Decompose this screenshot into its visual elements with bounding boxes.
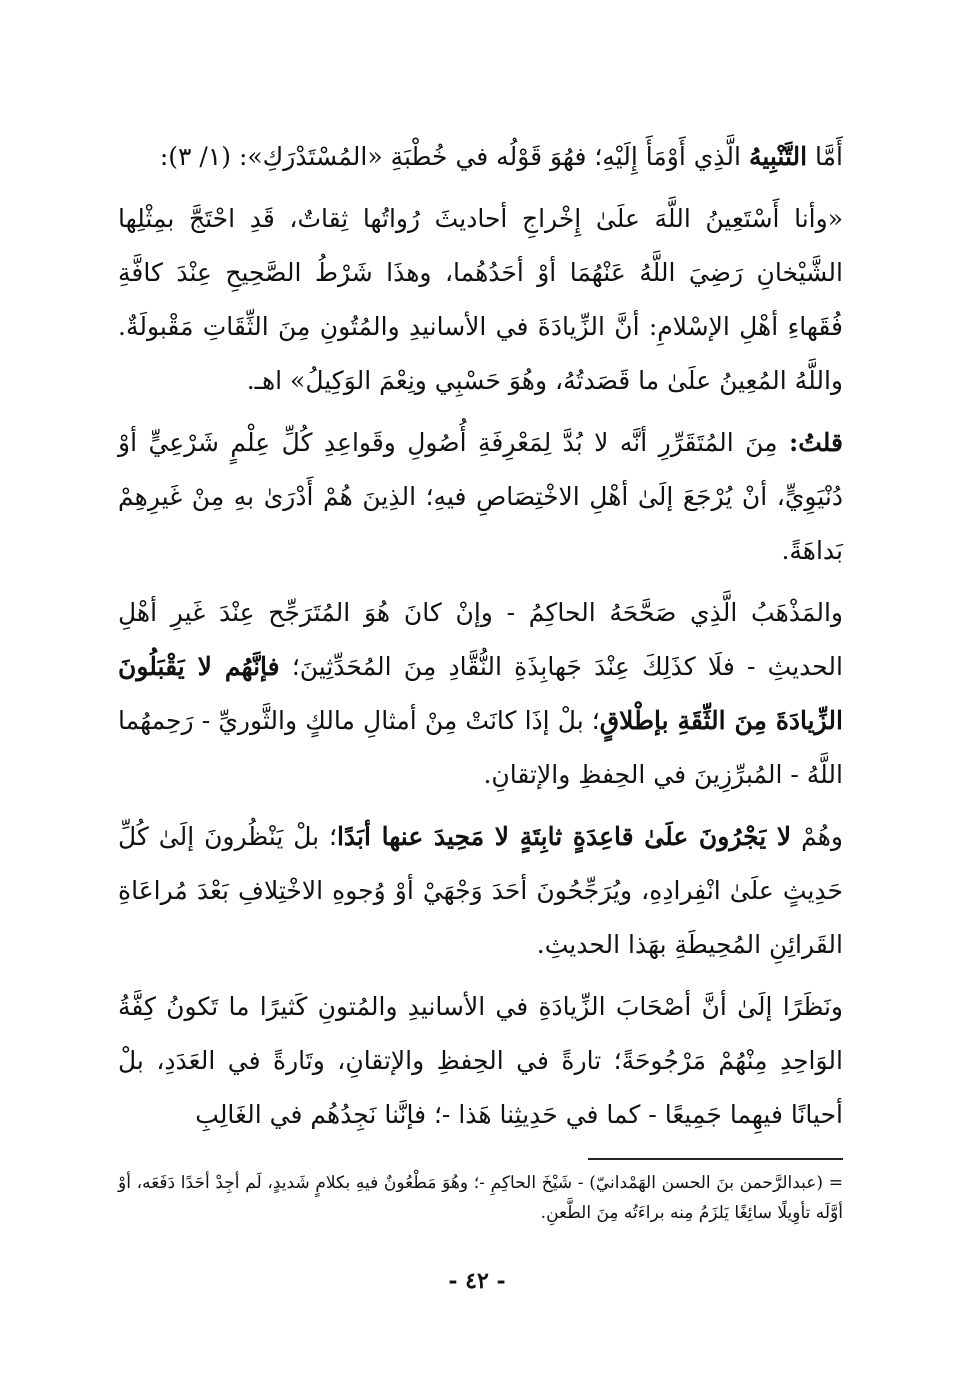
bold-phrase: لا يَجْرُونَ علَىٰ قاعِدَةٍ ثابِتَةٍ لا مَحِيدَ عنها أبَدًا xyxy=(336,822,792,851)
footnote-divider xyxy=(588,1158,843,1160)
footnotes xyxy=(118,1158,843,1228)
text-run: أَمَّا xyxy=(807,142,843,171)
text-run: ونَظَرًا إلَىٰ أنَّ أصْحَابَ الزِّيادَةِ في الأسانيدِ والمُتونِ كَثيرًا ما تَكونُ كِفَّةُ الوَاحِدِ مِنْهُمْ مَرْجُوحَةً؛ تارةً في الحِفظِ والإتقانِ، وتَارةً في العَدَدِ، بلْ أحيانًا فيهِما جَمِيعًا - كما في حَدِيثِنا هَذا -؛ فإنَّنا نَجِدُهُم في الغَالِبِ xyxy=(118,992,843,1129)
paragraph xyxy=(118,980,843,1142)
main-text xyxy=(118,130,843,1150)
text-run: ؛ بلْ يَنْظُرونَ إلَىٰ كُلِّ حَدِيثٍ علَىٰ انْفِرادِهِ، ويُرَجِّحُونَ أحَدَ وَجْهَيْ أوْ وُجوهِ الاخْتِلافِ بَعْدَ مُراعَاةِ القَرائِنِ المُحِيطَةِ بهَذا الحديثِ. xyxy=(118,822,843,959)
paragraph xyxy=(118,130,843,184)
page-number: - ٤٢ - xyxy=(448,1268,506,1294)
paragraph xyxy=(118,586,843,802)
text-run: الَّذِي أَوْمَأَ إِلَيْهِ؛ فهُوَ قَوْلُه في خُطْبَةِ «المُسْتَدْرَكِ»: (١/ ٣): xyxy=(159,142,749,171)
footnote-text: = (عبدالرَّحمن بنَ الحسن الهَمْدانيّ) - شَيْخَ الحاكِمِ -؛ وهُوَ مَطْعُونٌ فيهِ بكلامٍ شَديدٍ، لَم أجِدْ أحَدًا دَفَعَه، أوْ أوَّلَه تأوِيلًا سائِغًا يَلزَمُ مِنه براءَتُه مِنَ الطَّعنِ. xyxy=(118,1173,843,1223)
paragraph xyxy=(118,192,843,408)
bold-phrase: قلتُ: xyxy=(788,428,843,457)
text-run: ؛ بلْ إذَا كانَتْ مِنْ أمثالِ مالكٍ والثَّوريِّ - رَحِمهُما اللَّهُ - المُبرِّزِينَ في الحِفظِ والإتقانِ. xyxy=(118,706,843,789)
text-run: وهُمْ xyxy=(791,822,843,851)
text-run: «وأنا أَسْتَعِينُ اللَّهَ علَىٰ إِخْراجِ أحاديثَ رُواتُها ثِقاتٌ، قَدِ احْتَجَّ بمِثْلِها الشَّيْخانِ رَضِيَ اللَّهُ عَنْهُمَا أوْ أحَدُهُما، وهذَا شَرْطُ الصَّحِيحِ عِنْدَ كافَّةِ فُقَهاءِ أهْلِ الإسْلامِ: أنَّ الزِّيادَةَ في الأسانيدِ والمُتُونِ مِنَ الثِّقَاتِ مَقْبولَةٌ. واللَّهُ المُعِينُ علَىٰ ما قَصَدتُهُ، وهُوَ حَسْبِي ونِعْمَ الوَكِيلُ» اهـ. xyxy=(118,204,843,395)
paragraph xyxy=(118,810,843,972)
text-run: مِنَ المُتَقَرِّرِ أنَّه لا بُدَّ لِمَعْرِفَةِ أُصُولِ وقَواعِدِ كُلِّ عِلْمٍ شَرْعِيٍّ أوْ دُنْيَوِيٍّ، أنْ يُرْجَعَ إلَىٰ أهْلِ الاخْتِصَاصِ فيهِ؛ الذِينَ هُمْ أَدْرَىٰ بهِ مِنْ غَيرِهِمْ بَداهَةً. xyxy=(118,428,843,565)
bold-phrase: فإنَّهُم لا يَقْبَلُونَ الزِّيادَةَ مِنَ الثِّقَةِ بإطْلاقٍ xyxy=(118,652,843,735)
bold-phrase: التَّنْبِيهُ xyxy=(748,142,808,171)
text-run: والمَذْهَبُ الَّذِي صَحَّحَهُ الحاكِمُ - وإنْ كانَ هُوَ المُتَرَجِّح عِنْدَ غَيرِ أهْلِ الحديثِ - فلَا كذَلِكَ عِنْدَ جَهابِذَةِ النُّقَّادِ مِنَ المُحَدِّثِينَ؛ xyxy=(118,598,843,681)
paragraph xyxy=(118,416,843,578)
